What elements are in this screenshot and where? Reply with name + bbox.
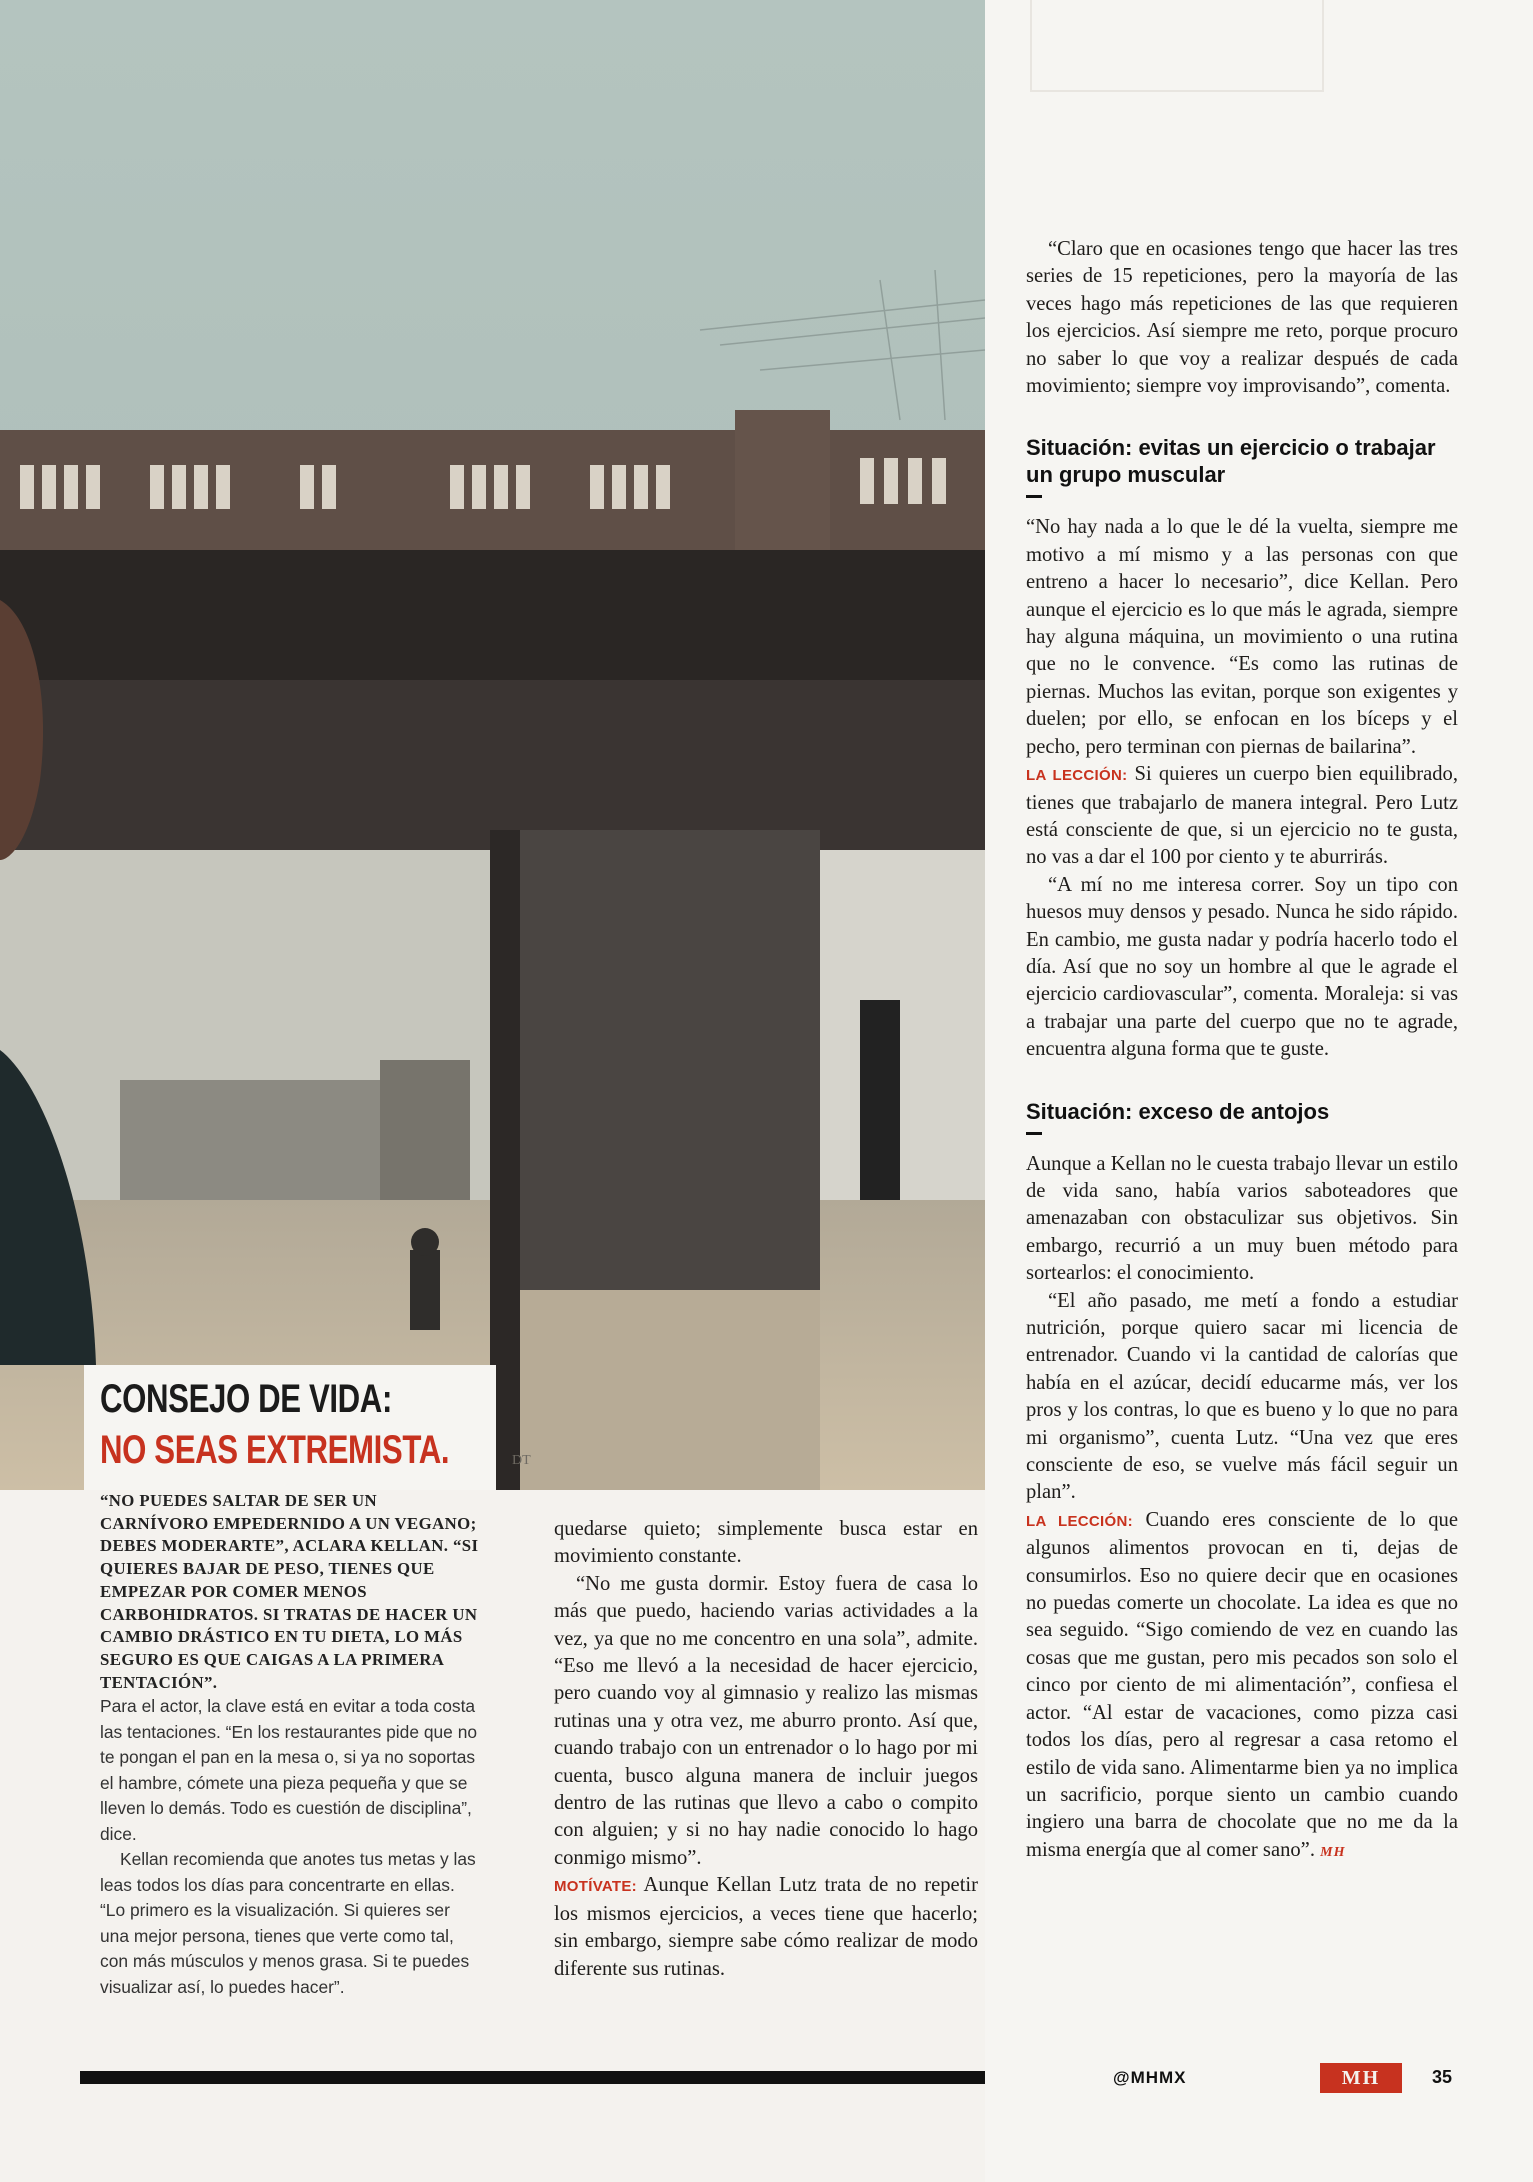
end-mark: MH [1320, 1844, 1346, 1860]
situation-1-heading: Situación: evitas un ejercicio o trabajar un grupo muscular [1026, 435, 1436, 488]
tip-title-line2: NO SEAS EXTREMISTA. [100, 1428, 450, 1472]
page-number: 35 [1432, 2067, 1453, 2087]
tip-paragraph-1: Para el actor, la clave está en evitar a toda costa las tentaciones. “En los restaurantes pide que no te pongan el pan en la mesa o, si ya no soportas el hambre, cómete una pieza pequeña y que se lleven lo demás. Todo es cuestión de disciplina”, dice. [100, 1696, 478, 1844]
middle-column [554, 1516, 978, 1983]
tip-title-line1: CONSEJO DE VIDA: [100, 1377, 392, 1421]
magazine-logo [1320, 2063, 1402, 2093]
social-handle: @MHMX [1113, 2068, 1187, 2087]
middle-lesson [554, 1872, 978, 1983]
motivate-text: Aunque Kellan Lutz trata de no repetir los mismos ejercicios, a veces tiene que hacerlo; sin embargo, siempre sabe cómo realizar de modo diferente sus rutinas. [554, 1874, 978, 1980]
situation-2-paragraph-2: “El año pasado, me metí a fondo a estudiar nutrición, porque quiero sacar mi licencia de entrenador. Cuando vi la cantidad de calorías que había en el azúcar, decidí educarme más, ver los pros y los contras, lo que es bueno y lo que no para mi organismo”, cuenta Lutz. “Una vez que eres consciente de eso, se vuelve más fácil seguir un plan”. [1026, 1289, 1458, 1504]
situation-2-paragraph: Aunque a Kellan no le cuesta trabajo llevar un estilo de vida sano, había varios saboteadores que amenazaban con obstaculizar sus objetivos. Sin embargo, recurrió a un muy buen método para sortearlos: el conocimiento. [1026, 1152, 1458, 1285]
situation-1-paragraph-2: “A mí no me interesa correr. Soy un tipo con huesos muy densos y pesado. Nunca he sido rápido. En cambio, me gusta nadar y podría hacerlo todo el día. Así que no soy un hombre al que le agrade el ejercicio cardiovascular”, comenta. Moraleja: si vas a trabajar una parte del cuerpo que no te agrade, encuentra alguna forma que te guste. [1026, 873, 1458, 1061]
right-column [1026, 236, 1458, 1866]
footer-rule [80, 2071, 985, 2084]
logo-text: MH [1341, 2066, 1381, 2089]
situation-1-lesson [1026, 761, 1458, 872]
situation-1-paragraph: “No hay nada a lo que le dé la vuelta, siempre me motivo a mí mismo y a las personas con que entreno a hacer lo necesario”, dice Kellan. Pero aunque el ejercicio es lo que más le agrada, siempre hay alguna máquina, un movimiento o una rutina que no le convence. “Es como las rutinas de piernas. Muchos las evitan, porque son exigentes y duelen; por ello, se enfocan en los bíceps y el pecho, pero terminan con piernas de bailarina”. [1026, 516, 1458, 758]
middle-paragraph-1: quedarse quieto; simplemente busca estar en movimiento constante. [554, 1518, 978, 1568]
lesson-text: Cuando eres consciente de lo que algunos alimentos provocan en ti, dejas de consumirlos. Eso no quiere decir que en ocasiones no puedas comerte un chocolate. La idea es que no sea seguido. “Sigo comiendo de vez en cuando las cosas que me gustan, pero mis pecados son solo el cinco por ciento de mi alimentación”, confiesa el actor. “Al estar de vacaciones, como pizza casi todos los días, pero al regresar a casa retomo el estilo de vida sano. Alimentarme bien ya no implica un sacrificio, porque siento un cambio cuando ingiero una barra de chocolate que no me da la misma energía que al comer sano”. [1026, 1508, 1458, 1861]
tip-quote-caps: “NO PUEDES SALTAR DE SER UN CARNÍVORO EMPEDERNIDO A UN VEGANO; DEBES MODERARTE”, ACLARA KELLAN. “SI QUIERES BAJAR DE PESO, TIENES QUE EMPEZAR POR COMER MENOS CARBOHIDRATOS. SI TRATAS DE HACER UN CAMBIO DRÁSTICO EN TU DIETA, LO MÁS SEGURO ES QUE CAIGAS A LA PRIMERA TENTACIÓN”. [100, 1491, 479, 1692]
motivate-label: MOTÍVATE: [554, 1878, 637, 1896]
lesson-label: LA LECCIÓN: [1026, 767, 1128, 785]
photo-credit: DT [512, 1453, 531, 1468]
tip-paragraph-2: Kellan recomienda que anotes tus metas y las leas todos los días para concentrarte en ellas. “Lo primero es la visualización. Si quieres ser una mejor persona, tienes que verte como tal, con más músculos y menos grasa. Si te puedes visualizar así, lo puedes hacer”. [100, 1849, 476, 1997]
situation-2-lesson [1026, 1507, 1458, 1866]
tip-headline-box [84, 1365, 496, 1490]
bridge-photo [0, 0, 985, 1490]
situation-2-heading: Situación: exceso de antojos [1026, 1098, 1330, 1124]
lesson-label: LA LECCIÓN: [1026, 1512, 1133, 1530]
middle-paragraph-2: “No me gusta dormir. Estoy fuera de casa lo más que puedo, haciendo varias actividades a la vez, ya que no me concentro en una sola”, admite. “Eso me llevó a la necesidad de hacer ejercicio, pero cuando voy al gimnasio y realizo las mismas rutinas una y otra vez, me aburro pronto. Así que, cuando trabajo con un entrenador o lo hago por mi cuenta, busco alguna manera de incluir juegos dentro de las rutinas que llevo a cabo o compito con alguien; y si no hay nadie conocido lo hago conmigo mismo”. [554, 1572, 978, 1869]
lesson-text: Si quieres un cuerpo bien equilibrado, tienes que trabajarlo de manera integral. Pero Lutz está consciente de que, si un ejercicio no te gusta, no vas a dar el 100 por ciento y te aburrirás. [1026, 763, 1458, 869]
right-intro-paragraph: “Claro que en ocasiones tengo que hacer las tres series de 15 repeticiones, pero la mayoría de las veces hago más repeticiones de las que requieren los ejercicios. Así siempre me reto, porque procuro no saber lo que voy a realizar después de cada movimiento; siempre voy improvisando”, comenta. [1026, 238, 1458, 398]
heading-divider [1026, 1132, 1042, 1135]
heading-divider [1026, 495, 1042, 498]
left-column [100, 1490, 482, 2000]
bleed-through-frame [1030, 0, 1324, 92]
